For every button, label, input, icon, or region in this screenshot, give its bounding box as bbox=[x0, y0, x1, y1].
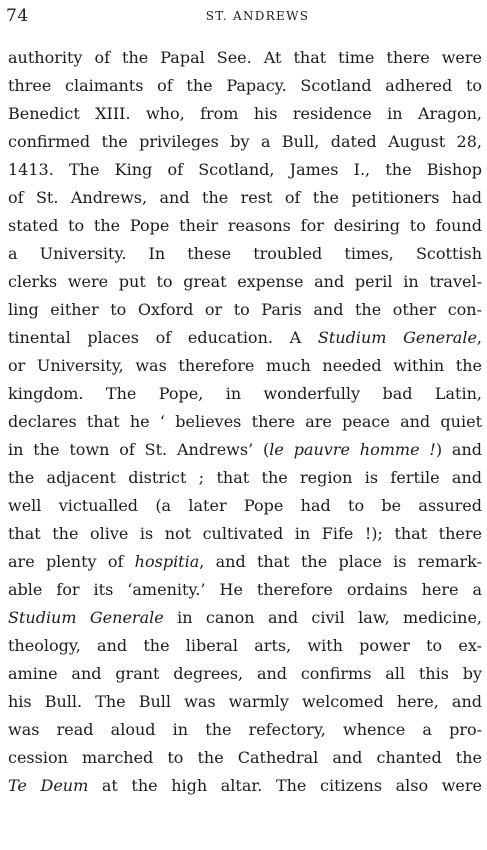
text-line bbox=[8, 324, 482, 352]
text-line bbox=[8, 296, 482, 324]
text-segment: a University. In these troubled times, Scottish bbox=[8, 244, 482, 263]
text-line bbox=[8, 72, 482, 100]
body-text bbox=[8, 44, 482, 800]
text-line bbox=[8, 604, 482, 632]
text-line bbox=[8, 44, 482, 72]
text-segment: Benedict XIII. who, from his residence in Aragon, bbox=[8, 104, 482, 123]
text-segment: kingdom. The Pope, in wonderfully bad Latin, bbox=[8, 384, 482, 403]
text-line bbox=[8, 352, 482, 380]
text-line bbox=[8, 184, 482, 212]
running-head bbox=[6, 2, 481, 28]
text-segment: of St. Andrews, and the rest of the petitioners had bbox=[8, 188, 482, 207]
text-segment: his Bull. The Bull was warmly welcomed here, and bbox=[8, 692, 482, 711]
text-segment: tinental places of education. A bbox=[8, 328, 318, 347]
text-segment: , bbox=[476, 328, 482, 347]
text-segment: was read aloud in the refectory, whence a pro- bbox=[8, 720, 482, 739]
text-segment: clerks were put to great expense and peril in travel- bbox=[8, 272, 482, 291]
text-line bbox=[8, 240, 482, 268]
text-segment: that the olive is not cultivated in Fife !); that there bbox=[8, 524, 482, 543]
text-segment: cession marched to the Cathedral and chanted the bbox=[8, 748, 482, 767]
text-line bbox=[8, 520, 482, 548]
text-segment: in the town of St. Andrews’ ( bbox=[8, 440, 270, 459]
text-line bbox=[8, 548, 482, 576]
text-line bbox=[8, 744, 482, 772]
text-segment: three claimants of the Papacy. Scotland adhered to bbox=[8, 76, 482, 95]
text-segment: confirmed the privileges by a Bull, dated August 28, bbox=[8, 132, 482, 151]
text-line bbox=[8, 128, 482, 156]
text-line bbox=[8, 688, 482, 716]
text-line bbox=[8, 716, 482, 744]
text-segment: or University, was therefore much needed within the bbox=[8, 356, 482, 375]
italic-text: Studium Generale bbox=[8, 608, 164, 627]
text-line bbox=[8, 268, 482, 296]
text-segment: ling either to Oxford or to Paris and the other con- bbox=[8, 300, 482, 319]
text-segment: at the high altar. The citizens also were bbox=[88, 776, 482, 795]
text-segment: declares that he ‘ believes there are peace and quiet bbox=[8, 412, 482, 431]
text-segment: 1413. The King of Scotland, James I., the Bishop bbox=[8, 160, 482, 179]
text-line bbox=[8, 156, 482, 184]
running-title: ST. ANDREWS bbox=[205, 9, 310, 23]
text-segment: , and that the place is remark- bbox=[199, 552, 482, 571]
text-line bbox=[8, 464, 482, 492]
text-segment: stated to the Pope their reasons for desiring to found bbox=[8, 216, 482, 235]
text-segment: the adjacent district ; that the region is fertile and bbox=[8, 468, 482, 487]
text-line bbox=[8, 408, 482, 436]
page-number: 74 bbox=[6, 6, 29, 26]
italic-text: le pauvre homme ! bbox=[269, 440, 436, 459]
text-segment: in canon and civil law, medicine, bbox=[163, 608, 482, 627]
italic-text: hospitia bbox=[134, 552, 200, 571]
text-line bbox=[8, 632, 482, 660]
text-line bbox=[8, 100, 482, 128]
text-line bbox=[8, 772, 482, 800]
text-line bbox=[8, 212, 482, 240]
italic-text: Studium Generale bbox=[317, 328, 477, 347]
text-line bbox=[8, 660, 482, 688]
text-line bbox=[8, 380, 482, 408]
text-segment: ) and bbox=[435, 440, 482, 459]
text-segment: are plenty of bbox=[8, 552, 135, 571]
text-segment: able for its ‘amenity.’ He therefore ordains here a bbox=[8, 580, 482, 599]
text-line bbox=[8, 436, 482, 464]
text-segment: theology, and the liberal arts, with power to ex- bbox=[8, 636, 482, 655]
text-line bbox=[8, 576, 482, 604]
italic-text: Te Deum bbox=[8, 776, 89, 795]
text-line bbox=[8, 492, 482, 520]
text-segment: well victualled (a later Pope had to be assured bbox=[8, 496, 482, 515]
text-segment: authority of the Papal See. At that time there were bbox=[8, 48, 482, 67]
text-segment: amine and grant degrees, and confirms all this by bbox=[8, 664, 482, 683]
